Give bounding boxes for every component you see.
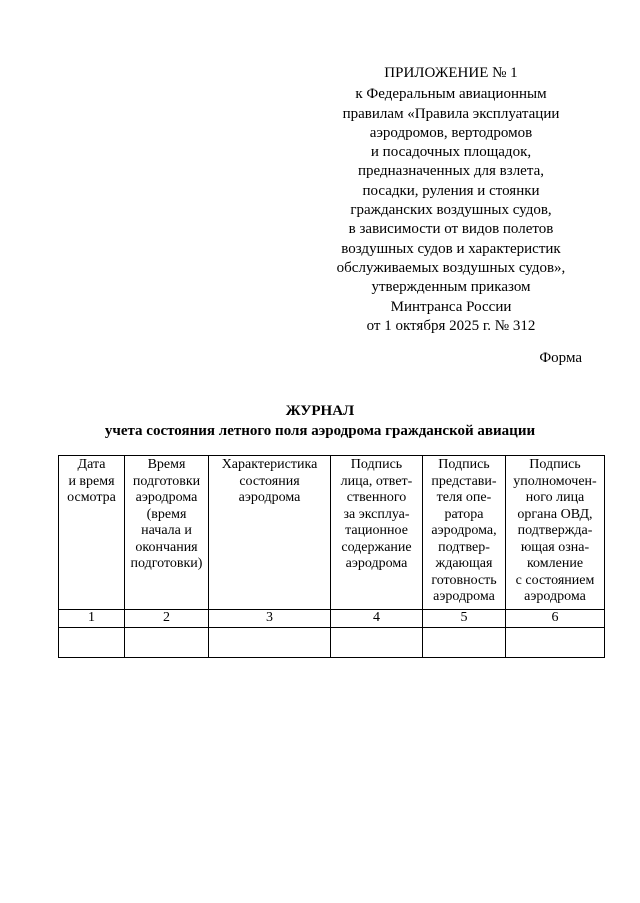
empty-cell xyxy=(331,628,423,658)
appendix-line: предназначенных для взлета, xyxy=(358,163,544,180)
column-number-row xyxy=(59,610,605,628)
appendix-line: Минтранса России xyxy=(390,298,512,315)
form-label: Форма xyxy=(539,350,582,366)
appendix-line: гражданских воздушных судов, xyxy=(350,202,552,219)
header-date-time: Дата и время осмотра xyxy=(59,456,125,610)
table-row xyxy=(59,628,605,658)
appendix-line: утвержденным приказом xyxy=(371,279,531,296)
column-number: 3 xyxy=(209,610,331,628)
appendix-line: обслуживаемых воздушных судов», xyxy=(336,259,566,276)
appendix-line: воздушных судов и характеристик xyxy=(341,240,561,257)
column-number: 4 xyxy=(331,610,423,628)
title-subtitle: учета состояния летного поля аэродрома гражданской авиации xyxy=(104,423,536,439)
appendix-line: и посадочных площадок, xyxy=(370,144,532,161)
column-number: 5 xyxy=(423,610,506,628)
empty-cell xyxy=(59,628,125,658)
header-responsible-signature: Подпись лица, ответ- ственного за эксплуа- тационное содержание аэродрома xyxy=(331,456,423,610)
empty-cell xyxy=(506,628,605,658)
appendix-line: аэродромов, вертодромов xyxy=(369,124,533,141)
appendix-line: к Федеральным авиационным xyxy=(355,86,547,103)
empty-cell xyxy=(423,628,506,658)
appendix-header xyxy=(320,64,582,336)
appendix-line: правилам «Правила эксплуатации xyxy=(342,105,560,122)
empty-cell xyxy=(209,628,331,658)
header-atc-signature: Подпись уполномочен- ного лица органа ОВД, подтвержда- ющая озна- комление с состоянием аэродрома xyxy=(506,456,605,610)
header-preparation-time: Время подготовки аэродрома (время начала и окончания подготовки) xyxy=(125,456,209,610)
empty-cell xyxy=(125,628,209,658)
column-number: 6 xyxy=(506,610,605,628)
column-number: 1 xyxy=(59,610,125,628)
table-header-row xyxy=(59,456,605,610)
column-number: 2 xyxy=(125,610,209,628)
appendix-line: от 1 октября 2025 г. № 312 xyxy=(366,317,536,334)
appendix-line: в зависимости от видов полетов xyxy=(348,221,554,238)
document-title xyxy=(0,401,640,441)
journal-table xyxy=(58,455,605,658)
header-operator-signature: Подпись представи- теля опе- ратора аэродрома, подтвер- ждающая готовность аэродрома xyxy=(423,456,506,610)
header-characteristic: Характеристика состояния аэродрома xyxy=(209,456,331,610)
appendix-line: посадки, руления и стоянки xyxy=(362,182,540,199)
title-main: ЖУРНАЛ xyxy=(285,403,355,419)
appendix-line: ПРИЛОЖЕНИЕ № 1 xyxy=(384,65,518,81)
